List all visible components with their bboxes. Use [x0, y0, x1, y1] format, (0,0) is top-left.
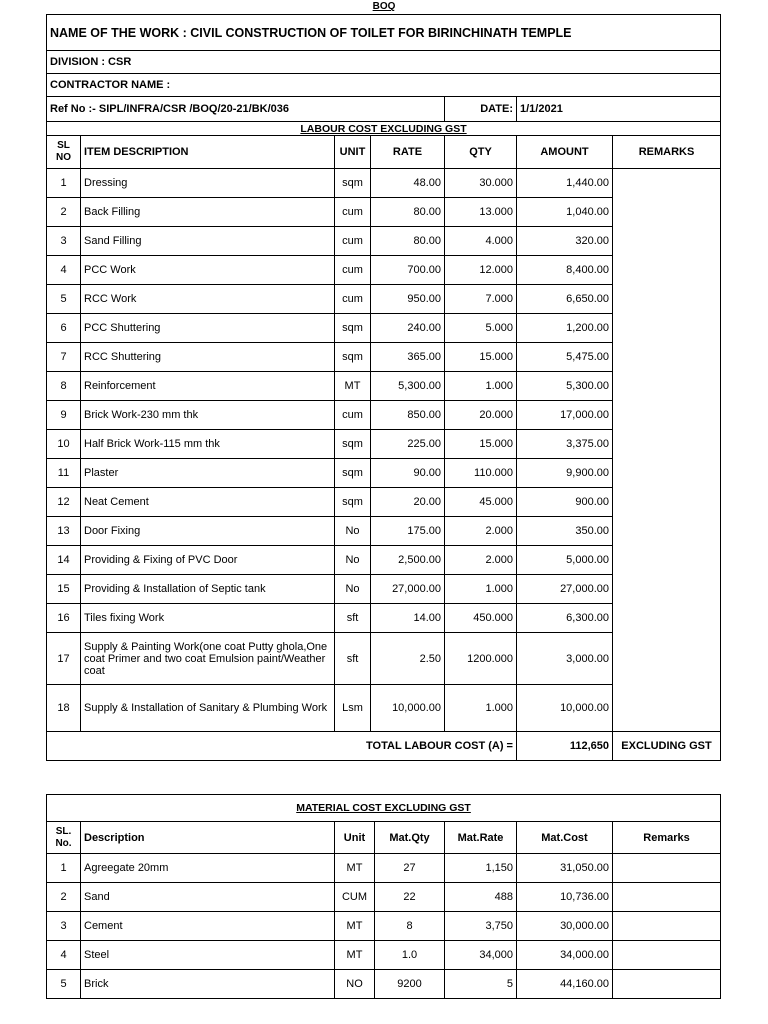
mcol-qty: Mat.Qty: [375, 822, 445, 854]
labour-unit: sft: [335, 633, 371, 685]
labour-qty: 20.000: [445, 401, 517, 430]
labour-row: [47, 314, 721, 343]
labour-row: [47, 546, 721, 575]
labour-qty: 1200.000: [445, 633, 517, 685]
labour-row: [47, 488, 721, 517]
labour-row: [47, 459, 721, 488]
labour-sl: 2: [47, 198, 81, 227]
labour-remark: [613, 488, 721, 517]
labour-row: [47, 604, 721, 633]
labour-qty: 5.000: [445, 314, 517, 343]
labour-row: [47, 575, 721, 604]
labour-unit: sft: [335, 604, 371, 633]
labour-rate: 5,300.00: [371, 372, 445, 401]
labour-sl: 15: [47, 575, 81, 604]
labour-sl: 7: [47, 343, 81, 372]
material-qty: 27: [375, 854, 445, 883]
work-name: NAME OF THE WORK : CIVIL CONSTRUCTION OF TOILET FOR BIRINCHINATH TEMPLE: [47, 15, 721, 51]
material-qty: 8: [375, 912, 445, 941]
labour-remark: [613, 372, 721, 401]
material-sl: 3: [47, 912, 81, 941]
labour-remark: [613, 459, 721, 488]
labour-sl: 18: [47, 685, 81, 732]
labour-rate: 90.00: [371, 459, 445, 488]
col-unit: UNIT: [335, 136, 371, 169]
labour-rate: 80.00: [371, 227, 445, 256]
labour-unit: sqm: [335, 459, 371, 488]
labour-remark: [613, 401, 721, 430]
labour-unit: cum: [335, 198, 371, 227]
labour-sl: 6: [47, 314, 81, 343]
labour-qty: 1.000: [445, 575, 517, 604]
mcol-desc: Description: [81, 822, 335, 854]
boq-title: BOQ: [372, 1, 396, 12]
mcol-remarks: Remarks: [613, 822, 721, 854]
mcol-sl: SL. No.: [47, 822, 81, 854]
material-qty: 22: [375, 883, 445, 912]
material-row: [47, 883, 721, 912]
material-desc: Agreegate 20mm: [81, 854, 335, 883]
material-remark: [613, 912, 721, 941]
labour-unit: No: [335, 517, 371, 546]
labour-unit: cum: [335, 256, 371, 285]
material-sl: 1: [47, 854, 81, 883]
labour-rate: 80.00: [371, 198, 445, 227]
labour-item: Door Fixing: [81, 517, 335, 546]
labour-rate: 850.00: [371, 401, 445, 430]
labour-rate: 950.00: [371, 285, 445, 314]
labour-sl: 12: [47, 488, 81, 517]
material-sl: 2: [47, 883, 81, 912]
labour-amount: 27,000.00: [517, 575, 613, 604]
labour-qty: 2.000: [445, 546, 517, 575]
labour-unit: sqm: [335, 488, 371, 517]
material-unit: CUM: [335, 883, 375, 912]
labour-qty: 45.000: [445, 488, 517, 517]
labour-sl: 14: [47, 546, 81, 575]
labour-qty: 13.000: [445, 198, 517, 227]
material-qty: 1.0: [375, 941, 445, 970]
material-desc: Sand: [81, 883, 335, 912]
labour-row: [47, 685, 721, 732]
material-row: [47, 941, 721, 970]
material-row: [47, 970, 721, 999]
labour-amount: 1,200.00: [517, 314, 613, 343]
labour-sl: 17: [47, 633, 81, 685]
labour-remark: [613, 314, 721, 343]
date-label: DATE:: [445, 97, 517, 122]
labour-sl: 10: [47, 430, 81, 459]
material-unit: MT: [335, 854, 375, 883]
labour-row: [47, 633, 721, 685]
labour-remark: [613, 604, 721, 633]
material-remark: [613, 970, 721, 999]
labour-unit: sqm: [335, 430, 371, 459]
date-value: 1/1/2021: [517, 97, 721, 122]
labour-row: [47, 343, 721, 372]
col-remarks: REMARKS: [613, 136, 721, 169]
labour-amount: 900.00: [517, 488, 613, 517]
labour-qty: 15.000: [445, 430, 517, 459]
labour-sl: 16: [47, 604, 81, 633]
labour-item: PCC Work: [81, 256, 335, 285]
labour-sl: 11: [47, 459, 81, 488]
total-value: 112,650: [517, 732, 613, 761]
material-cost: 34,000.00: [517, 941, 613, 970]
labour-sl: 8: [47, 372, 81, 401]
contractor-name: CONTRACTOR NAME :: [47, 74, 721, 97]
labour-amount: 10,000.00: [517, 685, 613, 732]
labour-remark: [613, 517, 721, 546]
col-amount: AMOUNT: [517, 136, 613, 169]
division: DIVISION : CSR: [47, 51, 721, 74]
labour-row: [47, 285, 721, 314]
labour-total-row: [47, 732, 721, 761]
labour-remark: [613, 285, 721, 314]
material-cost: 10,736.00: [517, 883, 613, 912]
labour-remark: [613, 198, 721, 227]
labour-item: Supply & Installation of Sanitary & Plumbing Work: [81, 685, 335, 732]
labour-remark: [613, 685, 721, 732]
material-rate: 34,000: [445, 941, 517, 970]
labour-qty: 4.000: [445, 227, 517, 256]
labour-item: Providing & Fixing of PVC Door: [81, 546, 335, 575]
labour-qty: 1.000: [445, 372, 517, 401]
labour-item: Sand Filling: [81, 227, 335, 256]
labour-amount: 17,000.00: [517, 401, 613, 430]
labour-remark: [613, 343, 721, 372]
col-rate: RATE: [371, 136, 445, 169]
labour-rate: 225.00: [371, 430, 445, 459]
labour-rate: 48.00: [371, 169, 445, 198]
labour-rate: 20.00: [371, 488, 445, 517]
labour-unit: No: [335, 546, 371, 575]
labour-remark: [613, 169, 721, 198]
labour-remark: [613, 430, 721, 459]
material-header-row: [47, 822, 721, 854]
labour-item: Tiles fixing Work: [81, 604, 335, 633]
labour-header-row: [47, 136, 721, 169]
labour-amount: 1,040.00: [517, 198, 613, 227]
labour-unit: cum: [335, 401, 371, 430]
labour-sl: 5: [47, 285, 81, 314]
material-remark: [613, 941, 721, 970]
labour-amount: 9,900.00: [517, 459, 613, 488]
labour-amount: 5,300.00: [517, 372, 613, 401]
labour-amount: 5,475.00: [517, 343, 613, 372]
labour-sl: 1: [47, 169, 81, 198]
labour-rate: 175.00: [371, 517, 445, 546]
labour-sl: 4: [47, 256, 81, 285]
labour-qty: 15.000: [445, 343, 517, 372]
material-desc: Steel: [81, 941, 335, 970]
material-section-title: MATERIAL COST EXCLUDING GST: [47, 795, 721, 822]
labour-item: Back Filling: [81, 198, 335, 227]
labour-rate: 700.00: [371, 256, 445, 285]
labour-qty: 450.000: [445, 604, 517, 633]
labour-row: [47, 401, 721, 430]
labour-sl: 13: [47, 517, 81, 546]
labour-amount: 5,000.00: [517, 546, 613, 575]
labour-qty: 1.000: [445, 685, 517, 732]
labour-remark: [613, 575, 721, 604]
material-rate: 3,750: [445, 912, 517, 941]
labour-amount: 350.00: [517, 517, 613, 546]
labour-unit: No: [335, 575, 371, 604]
material-unit: NO: [335, 970, 375, 999]
labour-unit: sqm: [335, 314, 371, 343]
labour-rate: 365.00: [371, 343, 445, 372]
labour-item: Providing & Installation of Septic tank: [81, 575, 335, 604]
labour-section-title: LABOUR COST EXCLUDING GST: [47, 122, 721, 136]
labour-qty: 7.000: [445, 285, 517, 314]
labour-qty: 30.000: [445, 169, 517, 198]
labour-remark: [613, 256, 721, 285]
material-row: [47, 854, 721, 883]
material-sl: 5: [47, 970, 81, 999]
labour-qty: 12.000: [445, 256, 517, 285]
material-cost: 30,000.00: [517, 912, 613, 941]
labour-amount: 8,400.00: [517, 256, 613, 285]
material-unit: MT: [335, 912, 375, 941]
labour-item: Brick Work-230 mm thk: [81, 401, 335, 430]
labour-amount: 6,300.00: [517, 604, 613, 633]
material-rate: 5: [445, 970, 517, 999]
labour-item: Reinforcement: [81, 372, 335, 401]
labour-qty: 110.000: [445, 459, 517, 488]
material-remark: [613, 854, 721, 883]
material-row: [47, 912, 721, 941]
material-desc: Brick: [81, 970, 335, 999]
material-desc: Cement: [81, 912, 335, 941]
labour-sl: 3: [47, 227, 81, 256]
labour-amount: 320.00: [517, 227, 613, 256]
labour-unit: cum: [335, 285, 371, 314]
labour-item: Dressing: [81, 169, 335, 198]
labour-row: [47, 198, 721, 227]
mcol-cost: Mat.Cost: [517, 822, 613, 854]
labour-rate: 240.00: [371, 314, 445, 343]
labour-amount: 1,440.00: [517, 169, 613, 198]
labour-item: Neat Cement: [81, 488, 335, 517]
total-label: TOTAL LABOUR COST (A) =: [47, 732, 517, 761]
labour-remark: [613, 546, 721, 575]
labour-rate: 2.50: [371, 633, 445, 685]
labour-item: RCC Work: [81, 285, 335, 314]
labour-amount: 6,650.00: [517, 285, 613, 314]
labour-remark: [613, 633, 721, 685]
col-qty: QTY: [445, 136, 517, 169]
labour-item: Plaster: [81, 459, 335, 488]
col-item: ITEM DESCRIPTION: [81, 136, 335, 169]
labour-row: [47, 372, 721, 401]
labour-sl: 9: [47, 401, 81, 430]
material-cost-table: [46, 794, 721, 999]
total-remark: EXCLUDING GST: [613, 732, 721, 761]
labour-item: RCC Shuttering: [81, 343, 335, 372]
labour-unit: sqm: [335, 169, 371, 198]
material-rate: 1,150: [445, 854, 517, 883]
material-cost: 31,050.00: [517, 854, 613, 883]
labour-cost-table: [46, 14, 721, 761]
labour-item: Supply & Painting Work(one coat Putty ghola,One coat Primer and two coat Emulsion paint/Weather coat: [81, 633, 335, 685]
labour-qty: 2.000: [445, 517, 517, 546]
mcol-unit: Unit: [335, 822, 375, 854]
mcol-rate: Mat.Rate: [445, 822, 517, 854]
labour-rate: 27,000.00: [371, 575, 445, 604]
labour-amount: 3,375.00: [517, 430, 613, 459]
labour-rate: 2,500.00: [371, 546, 445, 575]
labour-row: [47, 169, 721, 198]
material-sl: 4: [47, 941, 81, 970]
labour-unit: sqm: [335, 343, 371, 372]
material-rate: 488: [445, 883, 517, 912]
labour-rate: 14.00: [371, 604, 445, 633]
labour-unit: cum: [335, 227, 371, 256]
material-qty: 9200: [375, 970, 445, 999]
labour-row: [47, 227, 721, 256]
labour-row: [47, 256, 721, 285]
col-sl: SL NO: [47, 136, 81, 169]
material-remark: [613, 883, 721, 912]
ref-no: Ref No :- SIPL/INFRA/CSR /BOQ/20-21/BK/036: [47, 97, 445, 122]
labour-row: [47, 517, 721, 546]
labour-amount: 3,000.00: [517, 633, 613, 685]
labour-remark: [613, 227, 721, 256]
labour-item: PCC Shuttering: [81, 314, 335, 343]
labour-row: [47, 430, 721, 459]
labour-item: Half Brick Work-115 mm thk: [81, 430, 335, 459]
labour-rate: 10,000.00: [371, 685, 445, 732]
material-cost: 44,160.00: [517, 970, 613, 999]
labour-unit: MT: [335, 372, 371, 401]
material-unit: MT: [335, 941, 375, 970]
labour-unit: Lsm: [335, 685, 371, 732]
